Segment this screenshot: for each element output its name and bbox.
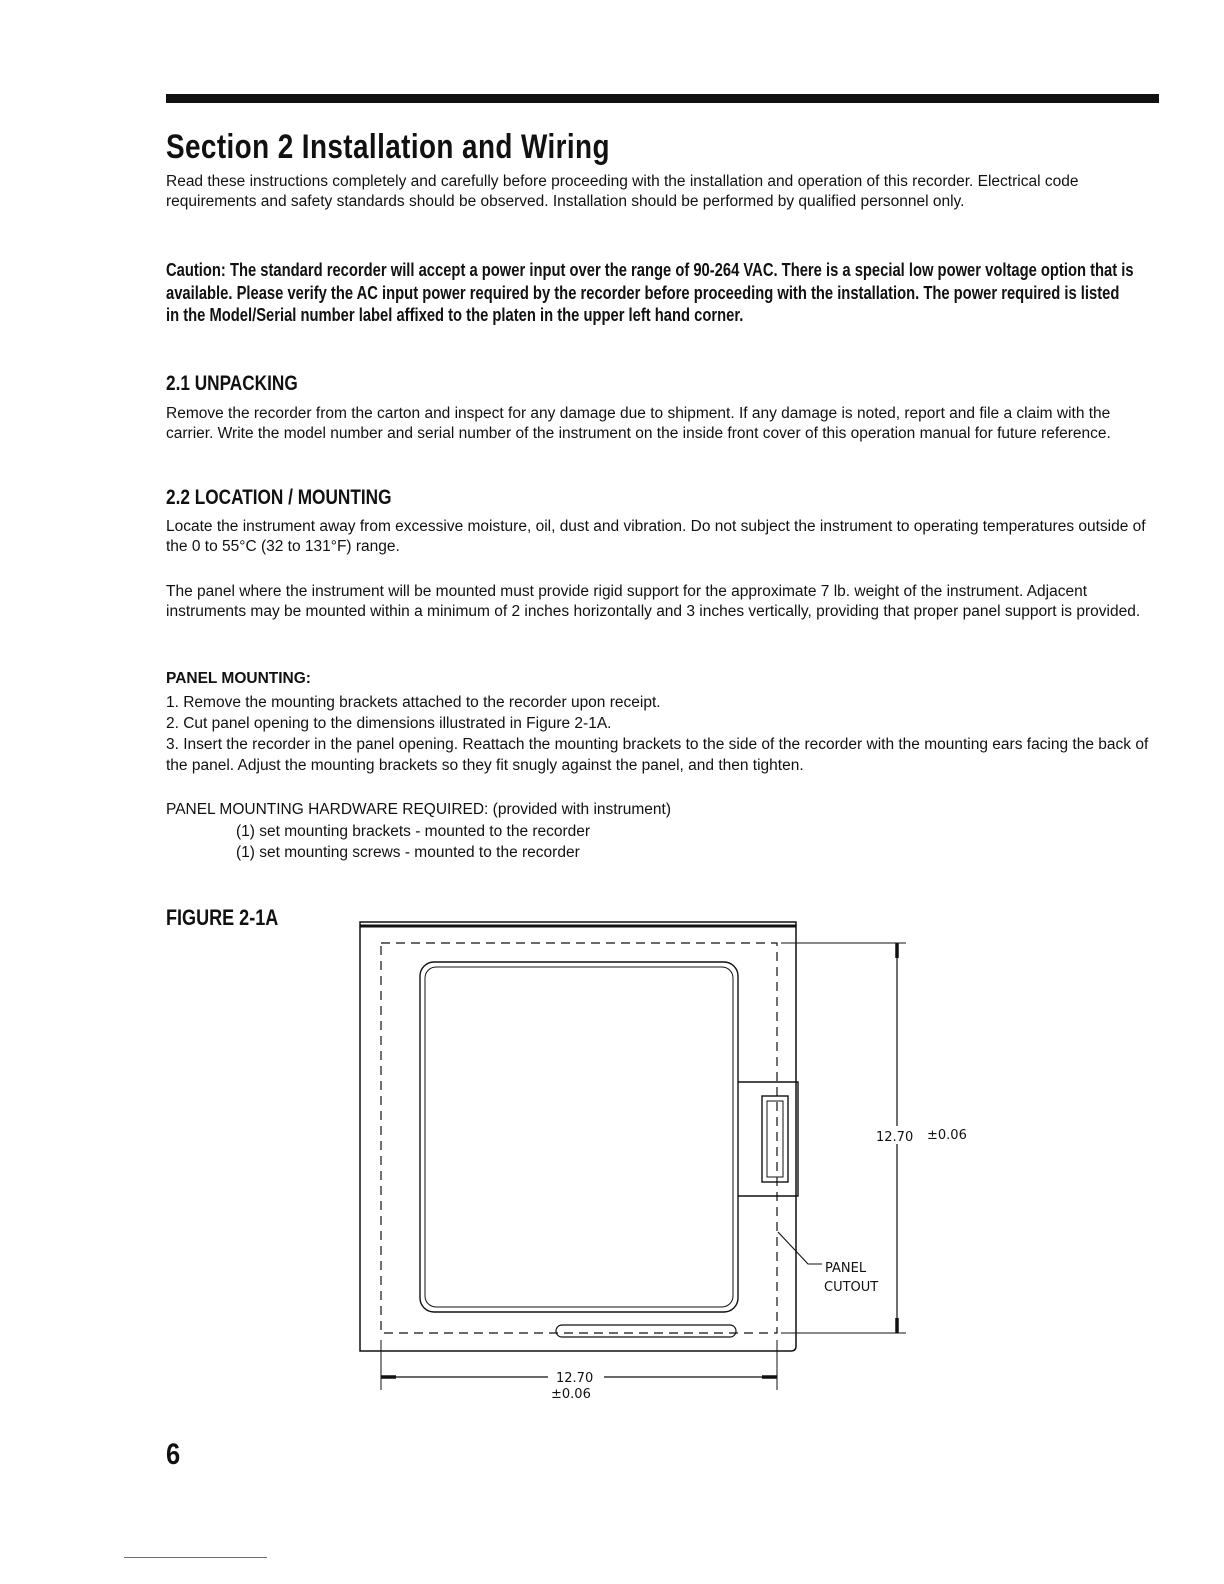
- page-number: 6: [166, 1438, 181, 1471]
- location-heading: 2.2 LOCATION / MOUNTING: [166, 486, 392, 509]
- chart-window: [420, 962, 738, 1312]
- unpacking-heading: 2.1 UNPACKING: [166, 372, 298, 395]
- door-latch: [738, 1082, 798, 1196]
- caution-note: Caution: The standard recorder will accept a power input over the range of 90-264 VAC. There is a special low power voltage option that is available. Please verify the AC input power required by the recorder before proceeding with the installation. The power required is listed in the Model/Serial number label affixed to the platen in the upper left hand corner.: [166, 260, 1134, 325]
- panel-cutout-figure: [340, 905, 1040, 1425]
- intro-paragraph: Read these instructions completely and carefully before proceeding with the installation and operation of this recorder. Electrical code requirements and safety standards should be observed. Installation should be performed by qualified personnel only.: [166, 173, 1079, 210]
- location-paragraph-1: Locate the instrument away from excessive moisture, oil, dust and vibration. Do not subject the instrument to operating temperatures outside of the 0 to 55°C (32 to 131°F) range.: [166, 518, 1146, 555]
- width-dimension: 12.70: [556, 1371, 594, 1386]
- hardware-heading: PANEL MOUNTING HARDWARE REQUIRED: (provided with instrument): [166, 801, 671, 818]
- page-title: Section 2 Installation and Wiring: [166, 128, 610, 166]
- list-item: 1. Remove the mounting brackets attached to the recorder upon receipt.: [166, 694, 661, 711]
- hardware-list: [236, 821, 590, 863]
- cutout-label-line-2: CUTOUT: [824, 1280, 879, 1295]
- list-item: 3. Insert the recorder in the panel opening. Reattach the mounting brackets to the side of the recorder with the mounting ears facing the back of the panel. Adjust the mounting brackets so they fit snugly against the panel, and then tighten.: [166, 736, 1149, 774]
- height-dimension: 12.70: [876, 1130, 914, 1145]
- cutout-dashed-outline: [381, 943, 777, 1333]
- cutout-label-line-1: PANEL: [825, 1261, 867, 1276]
- top-rule: [166, 94, 1159, 103]
- location-paragraph-2: The panel where the instrument will be mounted must provide rigid support for the approximate 7 lb. weight of the instrument. Adjacent instruments may be mounted within a minimum of 2 inches horizontally and 3 inches vertically, providing that proper panel support is provided.: [166, 583, 1141, 620]
- door-handle: [556, 1325, 736, 1337]
- list-item: (1) set mounting screws - mounted to the recorder: [236, 844, 580, 861]
- list-item: 2. Cut panel opening to the dimensions illustrated in Figure 2-1A.: [166, 715, 612, 732]
- panel-mounting-heading: PANEL MOUNTING:: [166, 670, 311, 687]
- height-tolerance: ±0.06: [927, 1128, 967, 1143]
- panel-mounting-steps: [166, 692, 1161, 776]
- figure-label: FIGURE 2-1A: [166, 905, 279, 930]
- width-tolerance: ±0.06: [551, 1387, 591, 1402]
- list-item: (1) set mounting brackets - mounted to the recorder: [236, 823, 591, 840]
- footer-rule: [124, 1557, 267, 1558]
- unpacking-paragraph: Remove the recorder from the carton and inspect for any damage due to shipment. If any damage is noted, report and file a claim with the carrier. Write the model number and serial number of the instrument on the inside front cover of this operation manual for future reference.: [166, 405, 1111, 442]
